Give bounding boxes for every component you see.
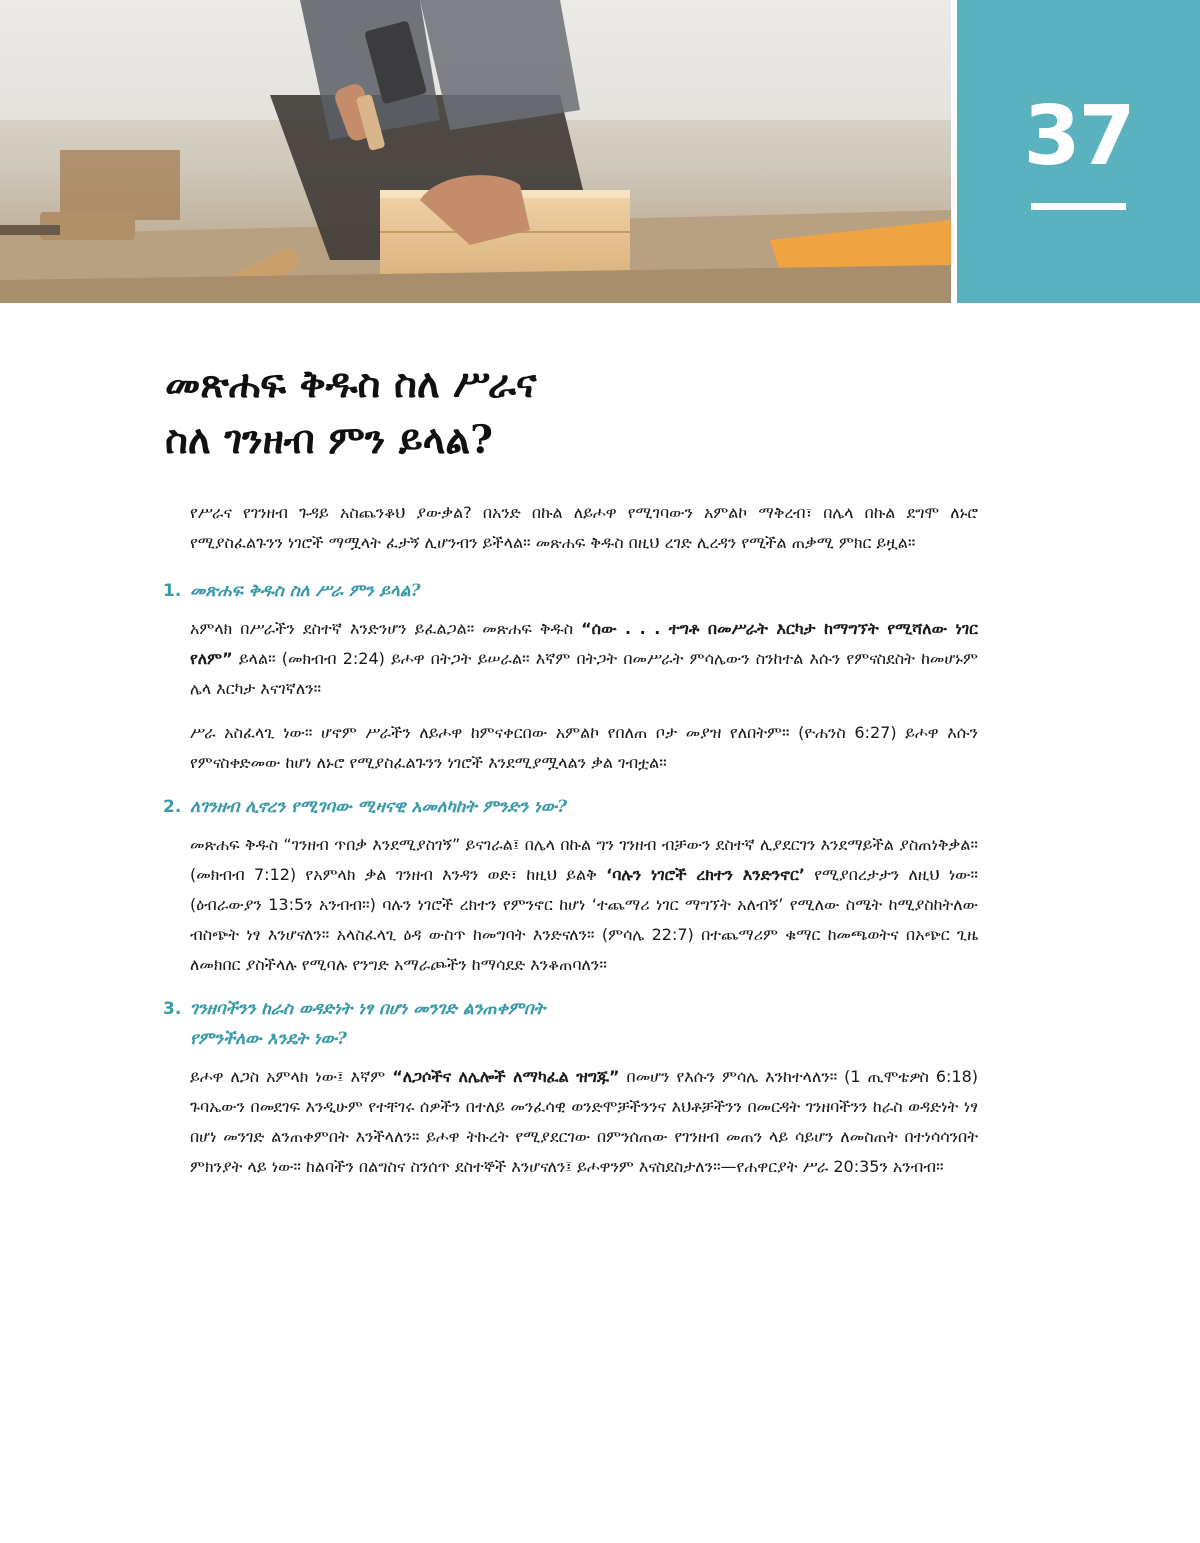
question-text: ለገንዘብ ሊኖረን የሚገባው ሚዛናዊ አመለካከት ምንድን ነው? [190, 797, 568, 817]
bible-quote: ‘ባሉን ነገሮች ረክተን እንድንኖር’ [606, 865, 805, 884]
bible-quote: “ሰው . . . ተግቶ በመሥራት እርካታ ከማግኘት የሚሻለው ነገር የለም” [190, 619, 978, 668]
title-line-1: መጽሐፍ ቅዱስ ስለ ሥራና [165, 361, 537, 407]
lesson-number-underline [1031, 203, 1126, 210]
question-text: መጽሐፍ ቅዱስ ስለ ሥራ ምን ይላል? [190, 581, 421, 601]
question-2 [163, 792, 978, 822]
section-1-paragraph-1: አምላክ በሥራችን ደስተኛ እንድንሆን ይፈልጋል። መጽሐፍ ቅዱስ “ሰው . . . ተግቶ በመሥራት እርካታ ከማግኘት የሚሻለው ነገር የለም” ይላል። (መክብብ 2:24) ይሖዋ በትጋት ይሠራል። እኛም በትጋት በመሥራት ምሳሌውን ስንከተል እሱን የምናስደስት ከመሆኑም ሌላ እርካታ እናገኛለን። [190, 619, 978, 698]
section-3-paragraph-1: ይሖዋ ለጋስ አምላክ ነው፤ እኛም “ለጋሶችና ለሌሎች ለማካፈል ዝግጁ” በመሆን የእሱን ምሳሌ እንከተላለን። (1 ጢሞቴዎስ 6:18) ጉባኤውን በመደገፍ እንዲሁም የተቸገሩ ሰዎችን በተለይ መንፈሳዊ ወንድሞቻችንንና እህቶቻችንን በመርዳት ገንዘባችንን ከራስ ወዳድነት ነፃ በሆነ መንገድ ልንጠቀምበት እንችላለን። ይሖዋ ትኩረት የሚያደርገው በምንሰጠው የገንዘብ መጠን ላይ ሳይሆን ለመስጠት በተነሳሳንበት ምክንያት ላይ ነው። ከልባችን በልግስና ስንሰጥ ደስተኞች እንሆናለን፤ ይሖዋንም እናስደስታለን።—የሐዋርያት ሥራ 20:35ን አንብብ። [190, 1067, 978, 1176]
question-number: 1. [163, 581, 182, 601]
question-3 [163, 994, 978, 1054]
page-title [165, 356, 925, 468]
question-text-line-1: ገንዘባችንን ከራስ ወዳድነት ነፃ በሆነ መንገድ ልንጠቀምበት [190, 999, 546, 1019]
bible-quote: “ለጋሶችና ለሌሎች ለማካፈል ዝግጁ” [392, 1067, 620, 1086]
section-2-paragraph-1: መጽሐፍ ቅዱስ “ገንዘብ ጥበቃ እንደሚያስገኝ” ይናገራል፤ በሌላ በኩል ግን ገንዘብ ብቻውን ደስተኛ ሊያደርገን እንደማይችል ያስጠነቅቃል። (መክብብ 7:12) የአምላክ ቃል ገንዘብ እንዳን ወድ፣ ከዚህ ይልቅ ‘ባሉን ነገሮች ረክተን እንድንኖር’ የሚያበረታታን ለዚህ ነው። (ዕብራውያን 13:5ን አንብብ።) ባሉን ነገሮች ረክተን የምንኖር ከሆነ ‘ተጨማሪ ነገር ማግኘት አለብኝ’ የሚለው ስሜት ከሚያስከትለው ብስጭት ነፃ እንሆናለን። አላስፈላጊ ዕዳ ውስጥ ከመግባት እንድናለን። (ምሳሌ 22:7) በተጨማሪም ቁማር ከመጫወትና በአጭር ጊዜ ለመክበር ያስችላሉ የሚባሉ የንግድ አማራጮችን ከማሳደድ እንቆጠባለን። [190, 835, 979, 974]
question-number: 2. [163, 797, 182, 817]
question-number: 3. [163, 999, 182, 1019]
lesson-number: 37 [1023, 89, 1134, 184]
question-text-line-2: የምንችለው እንዴት ነው? [190, 1029, 347, 1049]
lesson-number-box [957, 0, 1200, 303]
title-line-2: ስለ ገንዘብ ምን ይላል? [165, 417, 494, 463]
intro-paragraph: የሥራና የገንዘብ ጉዳይ አስጨንቆህ ያውቃል? በአንድ በኩል ለይሖዋ የሚገባውን አምልኮ ማቅረብ፣ በሌላ በኩል ደግሞ ለኑሮ የሚያስፈልጉንን ነገሮች ማሟላት ፈታኝ ሊሆንብን ይችላል። መጽሐፍ ቅዱስ በዚህ ረገድ ሊረዳን የሚችል ጠቃሚ ምክር ይዟል። [190, 503, 978, 552]
carpentry-illustration [0, 0, 951, 303]
section-1-paragraph-2: ሥራ አስፈላጊ ነው። ሆኖም ሥራችን ለይሖዋ ከምናቀርበው አምልኮ የበለጠ ቦታ መያዝ የለበትም። (ዮሐንስ 6:27) ይሖዋ እሱን የምናስቀድመው ከሆነ ለኑሮ የሚያስፈልጉንን ነገሮች እንደሚያሟላልን ቃል ገብቷል። [190, 723, 978, 772]
lesson-content [163, 498, 979, 1196]
question-1 [163, 576, 978, 606]
hero-photo-carpenter [0, 0, 951, 303]
